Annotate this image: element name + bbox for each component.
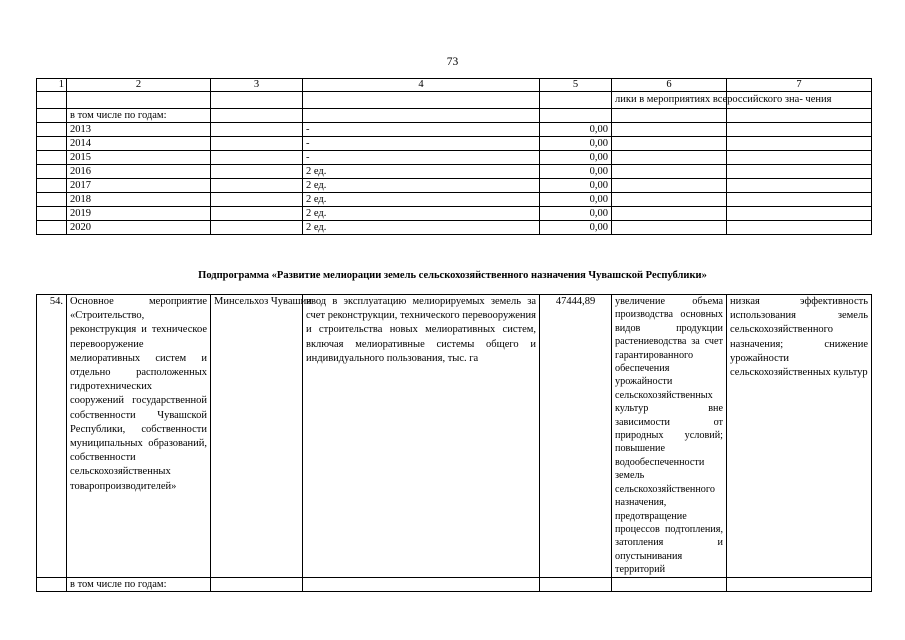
by-years-row: [37, 109, 872, 123]
year-amount-cell: 0,00: [540, 165, 612, 179]
effect-cell: увеличение объема производства основных видов продукции растениеводства за счет гарантированного обеспечения урожайности сельскохозяйственных культур вне зависимости от природных условий; повышение водообеспеченности земель сельскохозяйственного назначения, предотвращение процессов подтопления, затопления и опустынивания территорий: [612, 295, 727, 578]
year-cell: 2015: [67, 151, 211, 165]
col-header-3: 3: [211, 79, 303, 92]
measure-row-54: [37, 295, 872, 578]
year-result-cell: -: [303, 123, 540, 137]
year-amount-cell: 0,00: [540, 137, 612, 151]
year-result-cell: 2 ед.: [303, 193, 540, 207]
col-header-6: 6: [612, 79, 727, 92]
year-row: [37, 137, 872, 151]
year-result-cell: -: [303, 151, 540, 165]
by-years-label: в том числе по годам:: [67, 577, 211, 591]
year-cell: 2014: [67, 137, 211, 151]
row-number: 54.: [37, 295, 67, 578]
year-row: [37, 221, 872, 235]
year-row: [37, 193, 872, 207]
year-result-cell: 2 ед.: [303, 207, 540, 221]
continuation-effect-text: лики в мероприятиях всероссийского зна- чения: [612, 92, 727, 109]
year-result-cell: 2 ед.: [303, 165, 540, 179]
continuation-row: [37, 92, 872, 109]
by-years-row: [37, 577, 872, 591]
measure-name-cell: Основное мероприятие «Строительство, реконструкция и техническое перевооружение мелиоративных систем и отдельно расположенных гидротехнических сооружений государственной собственности Чувашской Республики, собственности муниципальных образований, собственности сельскохозяйственных товаропроизводителей»: [67, 295, 211, 578]
year-result-cell: 2 ед.: [303, 221, 540, 235]
col-header-2: 2: [67, 79, 211, 92]
col-header-1: 1: [37, 79, 67, 92]
year-row: [37, 207, 872, 221]
year-result-cell: -: [303, 137, 540, 151]
col-header-4: 4: [303, 79, 540, 92]
year-cell: 2020: [67, 221, 211, 235]
year-cell: 2013: [67, 123, 211, 137]
year-amount-cell: 0,00: [540, 207, 612, 221]
indicator-cell: ввод в эксплуатацию мелиорируемых земель за счет реконструкции, технического перевооружения и строительства новых мелиоративных систем, включая мелиоративные системы общего и индивидуального пользования, тыс. га: [303, 295, 540, 578]
year-amount-cell: 0,00: [540, 221, 612, 235]
subprogram-title: Подпрограмма «Развитие мелиорации земель сельскохозяйственного назначения Чувашской Республики»: [198, 270, 707, 281]
col-header-7: 7: [727, 79, 872, 92]
year-cell: 2019: [67, 207, 211, 221]
amount-cell: 47444,89: [540, 295, 612, 578]
year-result-cell: 2 ед.: [303, 179, 540, 193]
page-number: 73: [446, 56, 459, 68]
executor-cell: Минсельхоз Чувашии: [211, 295, 303, 578]
year-amount-cell: 0,00: [540, 151, 612, 165]
by-years-label: в том числе по годам:: [67, 109, 211, 123]
year-row: [37, 123, 872, 137]
year-cell: 2018: [67, 193, 211, 207]
year-cell: 2017: [67, 179, 211, 193]
year-row: [37, 179, 872, 193]
year-amount-cell: 0,00: [540, 123, 612, 137]
header-row: [37, 79, 872, 92]
measures-table-subprogram: [36, 294, 872, 592]
col-header-5: 5: [540, 79, 612, 92]
risk-cell: низкая эффективность использования земель сельскохозяйственного назначения; снижение урожайности сельскохозяйственных культур: [727, 295, 872, 578]
year-row: [37, 165, 872, 179]
year-row: [37, 151, 872, 165]
year-amount-cell: 0,00: [540, 193, 612, 207]
year-cell: 2016: [67, 165, 211, 179]
year-amount-cell: 0,00: [540, 179, 612, 193]
measures-table-top: [36, 78, 872, 235]
